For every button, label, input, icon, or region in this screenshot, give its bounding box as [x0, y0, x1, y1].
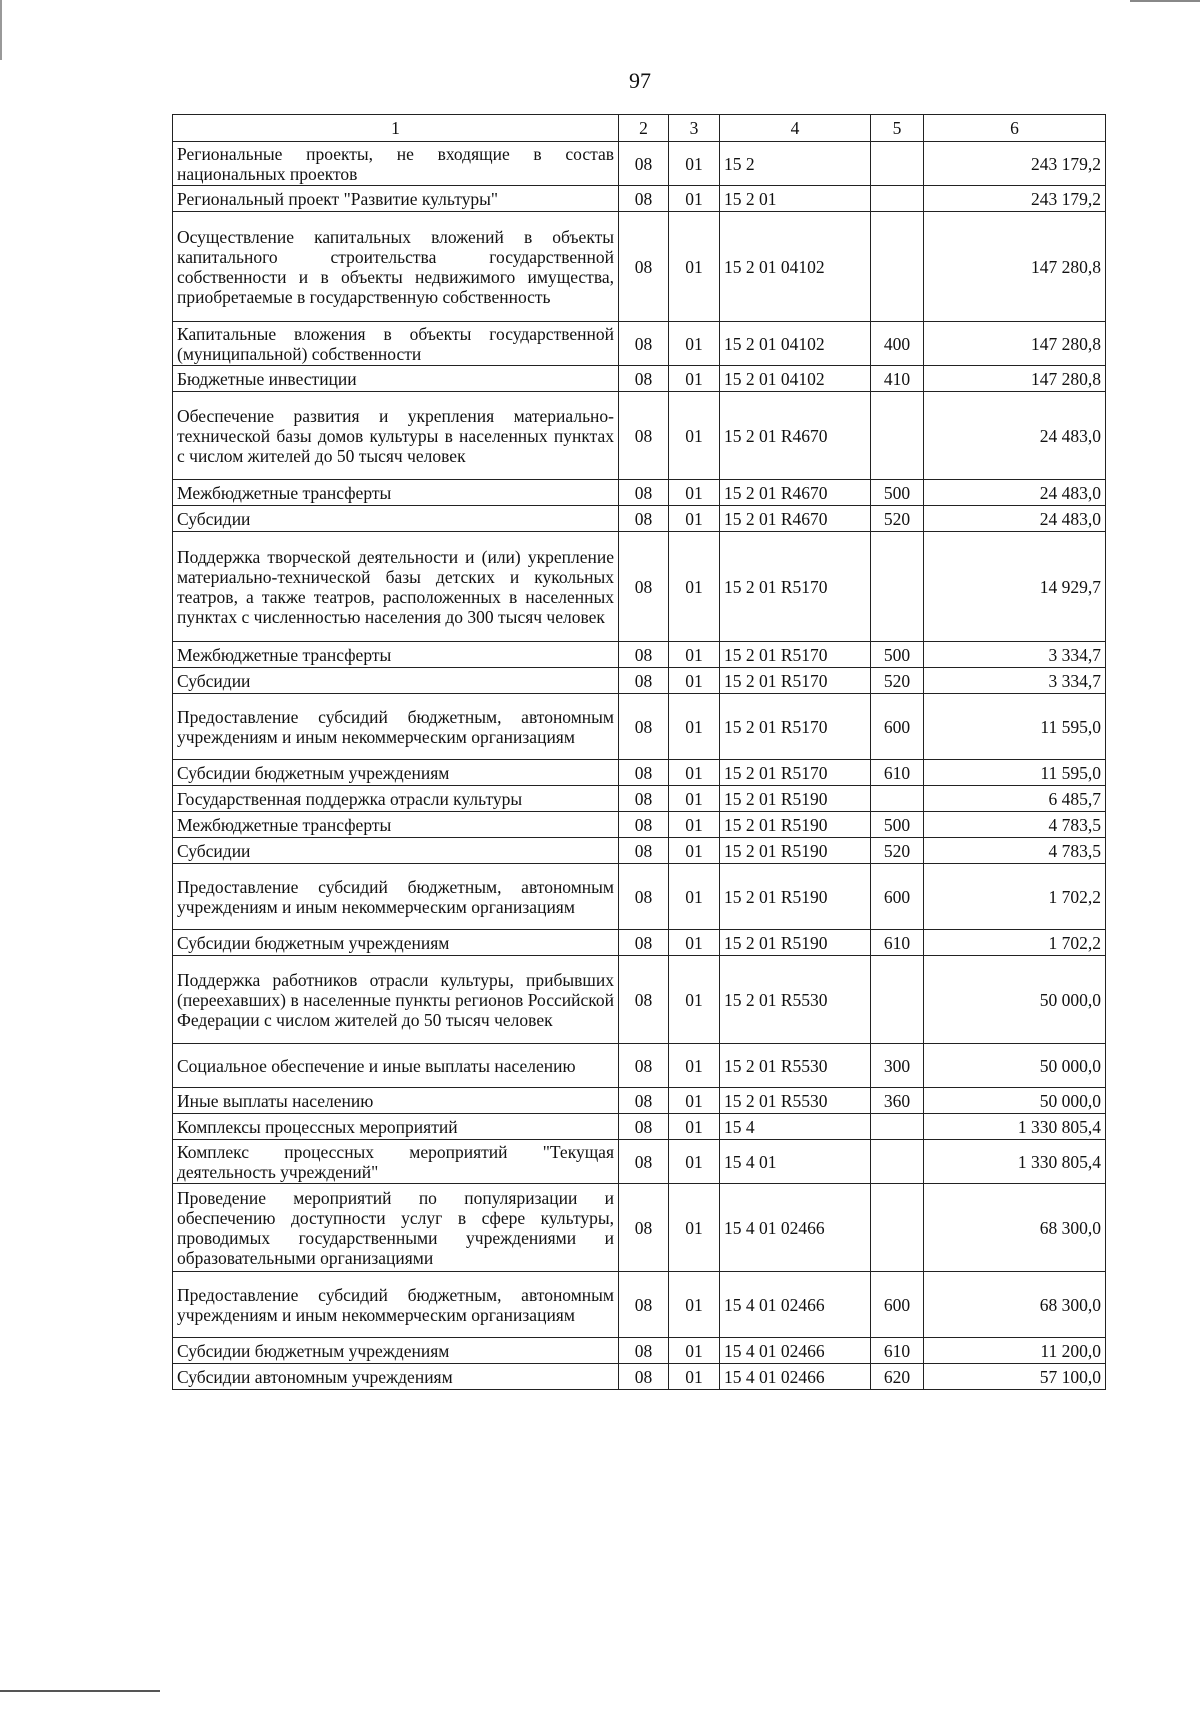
row-target-code: 15 2 01 R5170 [720, 642, 871, 668]
row-expense-type: 600 [871, 694, 924, 760]
row-expense-type [871, 1114, 924, 1140]
row-subsection: 01 [669, 366, 720, 392]
header-row [173, 115, 1106, 142]
table-row [173, 480, 1106, 506]
row-expense-type: 520 [871, 838, 924, 864]
row-name: Субсидии бюджетным учреждениям [173, 1338, 619, 1364]
row-expense-type: 500 [871, 642, 924, 668]
row-expense-type: 610 [871, 930, 924, 956]
row-expense-type [871, 1184, 924, 1272]
row-section: 08 [619, 322, 669, 366]
row-amount: 24 483,0 [924, 480, 1106, 506]
row-name: Предоставление субсидий бюджетным, автономным учреждениям и иным некоммерческим организациям [173, 864, 619, 930]
row-subsection: 01 [669, 930, 720, 956]
row-section: 08 [619, 392, 669, 480]
row-section: 08 [619, 1272, 669, 1338]
row-expense-type: 600 [871, 864, 924, 930]
row-subsection: 01 [669, 1184, 720, 1272]
row-amount: 3 334,7 [924, 642, 1106, 668]
table-row [173, 760, 1106, 786]
header-col-2: 2 [619, 115, 669, 142]
row-expense-type: 410 [871, 366, 924, 392]
row-expense-type: 300 [871, 1044, 924, 1088]
row-target-code: 15 4 01 02466 [720, 1184, 871, 1272]
row-name: Межбюджетные трансферты [173, 480, 619, 506]
row-subsection: 01 [669, 838, 720, 864]
budget-table [172, 114, 1106, 1390]
header-col-6: 6 [924, 115, 1106, 142]
row-expense-type: 500 [871, 812, 924, 838]
row-subsection: 01 [669, 1044, 720, 1088]
row-section: 08 [619, 838, 669, 864]
row-target-code: 15 2 01 R5190 [720, 838, 871, 864]
row-subsection: 01 [669, 322, 720, 366]
row-subsection: 01 [669, 186, 720, 212]
row-target-code: 15 2 01 R5170 [720, 532, 871, 642]
row-subsection: 01 [669, 1364, 720, 1390]
row-amount: 243 179,2 [924, 186, 1106, 212]
row-target-code: 15 2 01 R5190 [720, 812, 871, 838]
table-row [173, 956, 1106, 1044]
row-name: Поддержка творческой деятельности и (или) укрепление материально-технической базы детских и кукольных театров, а также театров, расположенных в населенных пунктах с численностью населения до 300 тысяч человек [173, 532, 619, 642]
row-name: Проведение мероприятий по популяризации и обеспечению доступности услуг в сфере культуры, проводимых государственными учреждениями и образовательными организациями [173, 1184, 619, 1272]
table-row [173, 694, 1106, 760]
row-target-code: 15 2 01 R5170 [720, 760, 871, 786]
table-row [173, 1140, 1106, 1184]
row-amount: 50 000,0 [924, 1088, 1106, 1114]
row-subsection: 01 [669, 694, 720, 760]
row-name: Предоставление субсидий бюджетным, автономным учреждениям и иным некоммерческим организациям [173, 1272, 619, 1338]
table-row [173, 1338, 1106, 1364]
header-col-5: 5 [871, 115, 924, 142]
table-row [173, 366, 1106, 392]
row-subsection: 01 [669, 1114, 720, 1140]
row-subsection: 01 [669, 392, 720, 480]
row-expense-type [871, 786, 924, 812]
row-section: 08 [619, 786, 669, 812]
row-expense-type [871, 1140, 924, 1184]
row-expense-type: 400 [871, 322, 924, 366]
row-section: 08 [619, 186, 669, 212]
row-expense-type [871, 392, 924, 480]
row-section: 08 [619, 1044, 669, 1088]
row-target-code: 15 2 01 [720, 186, 871, 212]
row-name: Региональный проект "Развитие культуры" [173, 186, 619, 212]
table-row [173, 506, 1106, 532]
row-section: 08 [619, 812, 669, 838]
table-row [173, 1044, 1106, 1088]
row-target-code: 15 2 01 R5170 [720, 694, 871, 760]
row-expense-type: 610 [871, 1338, 924, 1364]
row-expense-type: 520 [871, 506, 924, 532]
row-subsection: 01 [669, 786, 720, 812]
row-section: 08 [619, 1338, 669, 1364]
row-amount: 24 483,0 [924, 506, 1106, 532]
row-name: Осуществление капитальных вложений в объекты капитального строительства государственной собственности и в объекты недвижимого имущества, приобретаемые в государственную собственность [173, 212, 619, 322]
row-target-code: 15 4 [720, 1114, 871, 1140]
row-subsection: 01 [669, 142, 720, 186]
header-col-3: 3 [669, 115, 720, 142]
row-expense-type: 600 [871, 1272, 924, 1338]
row-name: Иные выплаты населению [173, 1088, 619, 1114]
row-section: 08 [619, 142, 669, 186]
row-subsection: 01 [669, 668, 720, 694]
row-subsection: 01 [669, 1272, 720, 1338]
row-subsection: 01 [669, 1338, 720, 1364]
row-expense-type: 610 [871, 760, 924, 786]
row-section: 08 [619, 1088, 669, 1114]
scan-edge-mark-left [0, 0, 2, 60]
row-amount: 147 280,8 [924, 322, 1106, 366]
row-section: 08 [619, 930, 669, 956]
table-row [173, 186, 1106, 212]
row-name: Социальное обеспечение и иные выплаты населению [173, 1044, 619, 1088]
row-name: Межбюджетные трансферты [173, 642, 619, 668]
row-amount: 57 100,0 [924, 1364, 1106, 1390]
row-amount: 11 200,0 [924, 1338, 1106, 1364]
row-target-code: 15 2 01 R5190 [720, 930, 871, 956]
row-subsection: 01 [669, 212, 720, 322]
row-expense-type [871, 956, 924, 1044]
row-name: Субсидии автономным учреждениям [173, 1364, 619, 1390]
row-amount: 50 000,0 [924, 956, 1106, 1044]
row-target-code: 15 2 01 R5530 [720, 1044, 871, 1088]
row-expense-type [871, 212, 924, 322]
row-amount: 68 300,0 [924, 1184, 1106, 1272]
row-name: Комплексы процессных мероприятий [173, 1114, 619, 1140]
row-section: 08 [619, 694, 669, 760]
row-target-code: 15 2 01 04102 [720, 322, 871, 366]
row-section: 08 [619, 956, 669, 1044]
row-expense-type [871, 186, 924, 212]
row-name: Государственная поддержка отрасли культуры [173, 786, 619, 812]
row-target-code: 15 2 01 R5530 [720, 1088, 871, 1114]
header-col-1: 1 [173, 115, 619, 142]
row-target-code: 15 2 01 R5530 [720, 956, 871, 1044]
row-amount: 1 330 805,4 [924, 1114, 1106, 1140]
table-row [173, 668, 1106, 694]
row-subsection: 01 [669, 532, 720, 642]
table-row [173, 838, 1106, 864]
header-col-4: 4 [720, 115, 871, 142]
row-target-code: 15 4 01 02466 [720, 1272, 871, 1338]
row-amount: 1 702,2 [924, 930, 1106, 956]
row-name: Региональные проекты, не входящие в состав национальных проектов [173, 142, 619, 186]
row-amount: 147 280,8 [924, 212, 1106, 322]
row-section: 08 [619, 1184, 669, 1272]
row-target-code: 15 4 01 02466 [720, 1338, 871, 1364]
table-row [173, 532, 1106, 642]
row-target-code: 15 4 01 [720, 1140, 871, 1184]
table-header [173, 115, 1106, 142]
row-amount: 24 483,0 [924, 392, 1106, 480]
table-row [173, 1184, 1106, 1272]
row-subsection: 01 [669, 760, 720, 786]
row-section: 08 [619, 532, 669, 642]
row-expense-type: 620 [871, 1364, 924, 1390]
row-section: 08 [619, 480, 669, 506]
row-section: 08 [619, 668, 669, 694]
table-row [173, 1364, 1106, 1390]
row-section: 08 [619, 642, 669, 668]
row-target-code: 15 2 01 R4670 [720, 506, 871, 532]
row-target-code: 15 2 01 R5190 [720, 864, 871, 930]
table-row [173, 812, 1106, 838]
row-expense-type: 520 [871, 668, 924, 694]
row-target-code: 15 2 01 R4670 [720, 480, 871, 506]
row-name: Субсидии [173, 668, 619, 694]
row-target-code: 15 4 01 02466 [720, 1364, 871, 1390]
row-subsection: 01 [669, 956, 720, 1044]
row-subsection: 01 [669, 1140, 720, 1184]
row-target-code: 15 2 01 04102 [720, 212, 871, 322]
table-row [173, 212, 1106, 322]
row-section: 08 [619, 1140, 669, 1184]
page-number: 97 [629, 68, 651, 93]
row-amount: 243 179,2 [924, 142, 1106, 186]
scan-edge-mark-top [1130, 0, 1200, 2]
row-amount: 11 595,0 [924, 694, 1106, 760]
row-subsection: 01 [669, 864, 720, 930]
row-name: Обеспечение развития и укрепления материально-технической базы домов культуры в населенных пунктах с числом жителей до 50 тысяч человек [173, 392, 619, 480]
row-expense-type [871, 142, 924, 186]
row-name: Поддержка работников отрасли культуры, прибывших (переехавших) в населенные пункты регионов Российской Федерации с числом жителей до 50 тысяч человек [173, 956, 619, 1044]
row-name: Субсидии бюджетным учреждениям [173, 760, 619, 786]
row-amount: 3 334,7 [924, 668, 1106, 694]
row-amount: 4 783,5 [924, 812, 1106, 838]
row-amount: 1 702,2 [924, 864, 1106, 930]
row-expense-type: 500 [871, 480, 924, 506]
row-amount: 14 929,7 [924, 532, 1106, 642]
row-name: Субсидии [173, 506, 619, 532]
row-amount: 4 783,5 [924, 838, 1106, 864]
row-name: Субсидии бюджетным учреждениям [173, 930, 619, 956]
table-row [173, 642, 1106, 668]
row-subsection: 01 [669, 642, 720, 668]
row-section: 08 [619, 506, 669, 532]
row-amount: 6 485,7 [924, 786, 1106, 812]
row-target-code: 15 2 01 R5170 [720, 668, 871, 694]
table-row [173, 864, 1106, 930]
row-target-code: 15 2 [720, 142, 871, 186]
row-name: Бюджетные инвестиции [173, 366, 619, 392]
row-name: Предоставление субсидий бюджетным, автономным учреждениям и иным некоммерческим организациям [173, 694, 619, 760]
row-subsection: 01 [669, 812, 720, 838]
row-amount: 68 300,0 [924, 1272, 1106, 1338]
row-amount: 1 330 805,4 [924, 1140, 1106, 1184]
table-row [173, 786, 1106, 812]
table-row [173, 1272, 1106, 1338]
row-target-code: 15 2 01 R5190 [720, 786, 871, 812]
row-section: 08 [619, 366, 669, 392]
row-amount: 147 280,8 [924, 366, 1106, 392]
row-name: Капитальные вложения в объекты государственной (муниципальной) собственности [173, 322, 619, 366]
table-row [173, 392, 1106, 480]
row-target-code: 15 2 01 R4670 [720, 392, 871, 480]
row-amount: 11 595,0 [924, 760, 1106, 786]
table-row [173, 1088, 1106, 1114]
row-section: 08 [619, 1364, 669, 1390]
row-amount: 50 000,0 [924, 1044, 1106, 1088]
row-section: 08 [619, 760, 669, 786]
row-target-code: 15 2 01 04102 [720, 366, 871, 392]
table-body [173, 142, 1106, 1390]
table-row [173, 930, 1106, 956]
scan-edge-mark-bottom [0, 1690, 160, 1692]
row-subsection: 01 [669, 1088, 720, 1114]
row-section: 08 [619, 1114, 669, 1140]
row-expense-type [871, 532, 924, 642]
row-subsection: 01 [669, 480, 720, 506]
table-row [173, 322, 1106, 366]
table-row [173, 142, 1106, 186]
table-row [173, 1114, 1106, 1140]
row-name: Комплекс процессных мероприятий "Текущая деятельность учреждений" [173, 1140, 619, 1184]
row-subsection: 01 [669, 506, 720, 532]
row-name: Межбюджетные трансферты [173, 812, 619, 838]
row-section: 08 [619, 212, 669, 322]
row-expense-type: 360 [871, 1088, 924, 1114]
row-name: Субсидии [173, 838, 619, 864]
row-section: 08 [619, 864, 669, 930]
